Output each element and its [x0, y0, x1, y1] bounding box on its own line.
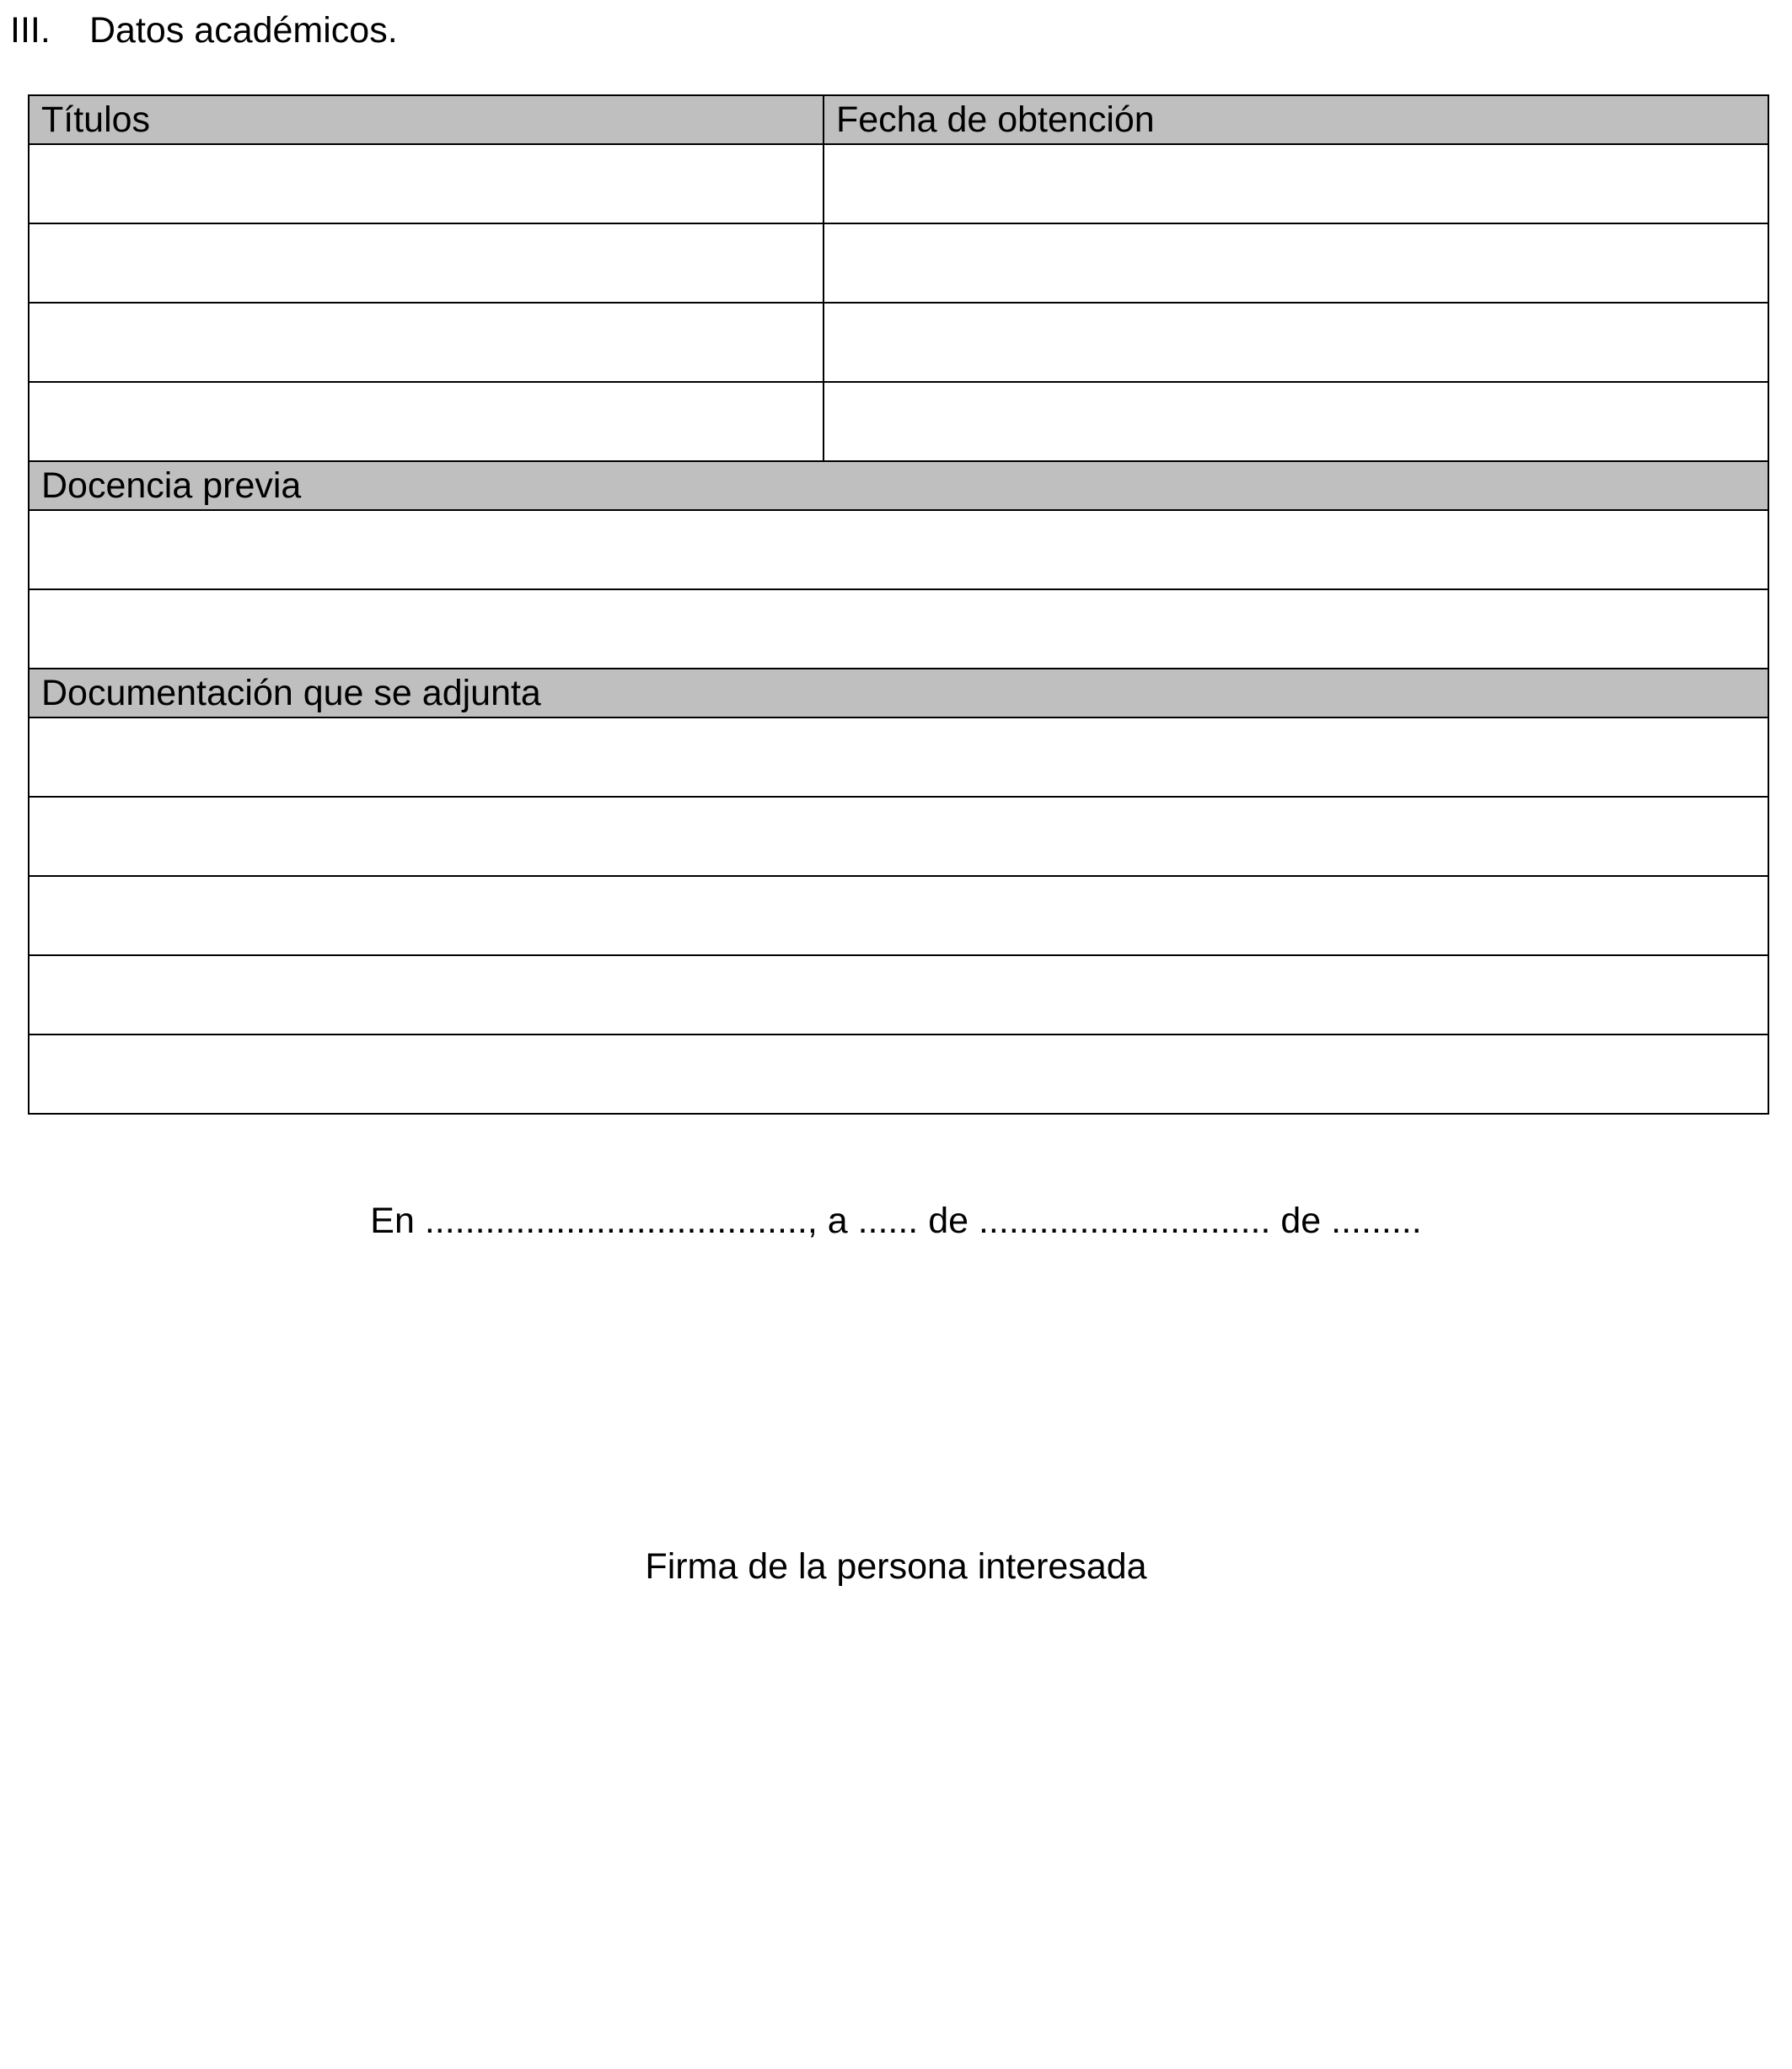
titulo-cell[interactable]	[29, 303, 824, 382]
section-title: Datos académicos.	[89, 10, 398, 51]
academic-data-table	[28, 94, 1769, 1115]
titulo-cell[interactable]	[29, 382, 824, 461]
fecha-obtencion-header: Fecha de obtención	[824, 95, 1768, 144]
section-heading	[10, 8, 398, 52]
documentacion-cell[interactable]	[29, 955, 1768, 1034]
docencia-header-row	[29, 461, 1768, 510]
title-entry-row	[29, 303, 1768, 382]
documentacion-entry-row	[29, 1034, 1768, 1114]
title-entry-row	[29, 144, 1768, 223]
documentacion-entry-row	[29, 797, 1768, 876]
titulos-header: Títulos	[29, 95, 824, 144]
fecha-cell[interactable]	[824, 303, 1768, 382]
documentacion-cell[interactable]	[29, 797, 1768, 876]
docencia-entry-row	[29, 589, 1768, 669]
documentacion-entry-row	[29, 955, 1768, 1034]
documentacion-header-row	[29, 669, 1768, 717]
titles-header-row	[29, 95, 1768, 144]
place-date-line: En ......................................, a ...... de ............................. de .........	[370, 1201, 1422, 1241]
documentacion-cell[interactable]	[29, 717, 1768, 797]
documentacion-entry-row	[29, 717, 1768, 797]
docencia-entry-row	[29, 510, 1768, 589]
docencia-cell[interactable]	[29, 589, 1768, 669]
fecha-cell[interactable]	[824, 382, 1768, 461]
documentacion-cell[interactable]	[29, 1034, 1768, 1114]
section-numeral: III.	[10, 10, 51, 51]
documentacion-entry-row	[29, 876, 1768, 955]
docencia-previa-header: Docencia previa	[29, 461, 1768, 510]
titulo-cell[interactable]	[29, 144, 824, 223]
docencia-cell[interactable]	[29, 510, 1768, 589]
documentacion-header: Documentación que se adjunta	[29, 669, 1768, 717]
documentacion-cell[interactable]	[29, 876, 1768, 955]
titulo-cell[interactable]	[29, 223, 824, 303]
title-entry-row	[29, 382, 1768, 461]
fecha-cell[interactable]	[824, 144, 1768, 223]
signature-label: Firma de la persona interesada	[645, 1546, 1147, 1587]
fecha-cell[interactable]	[824, 223, 1768, 303]
title-entry-row	[29, 223, 1768, 303]
